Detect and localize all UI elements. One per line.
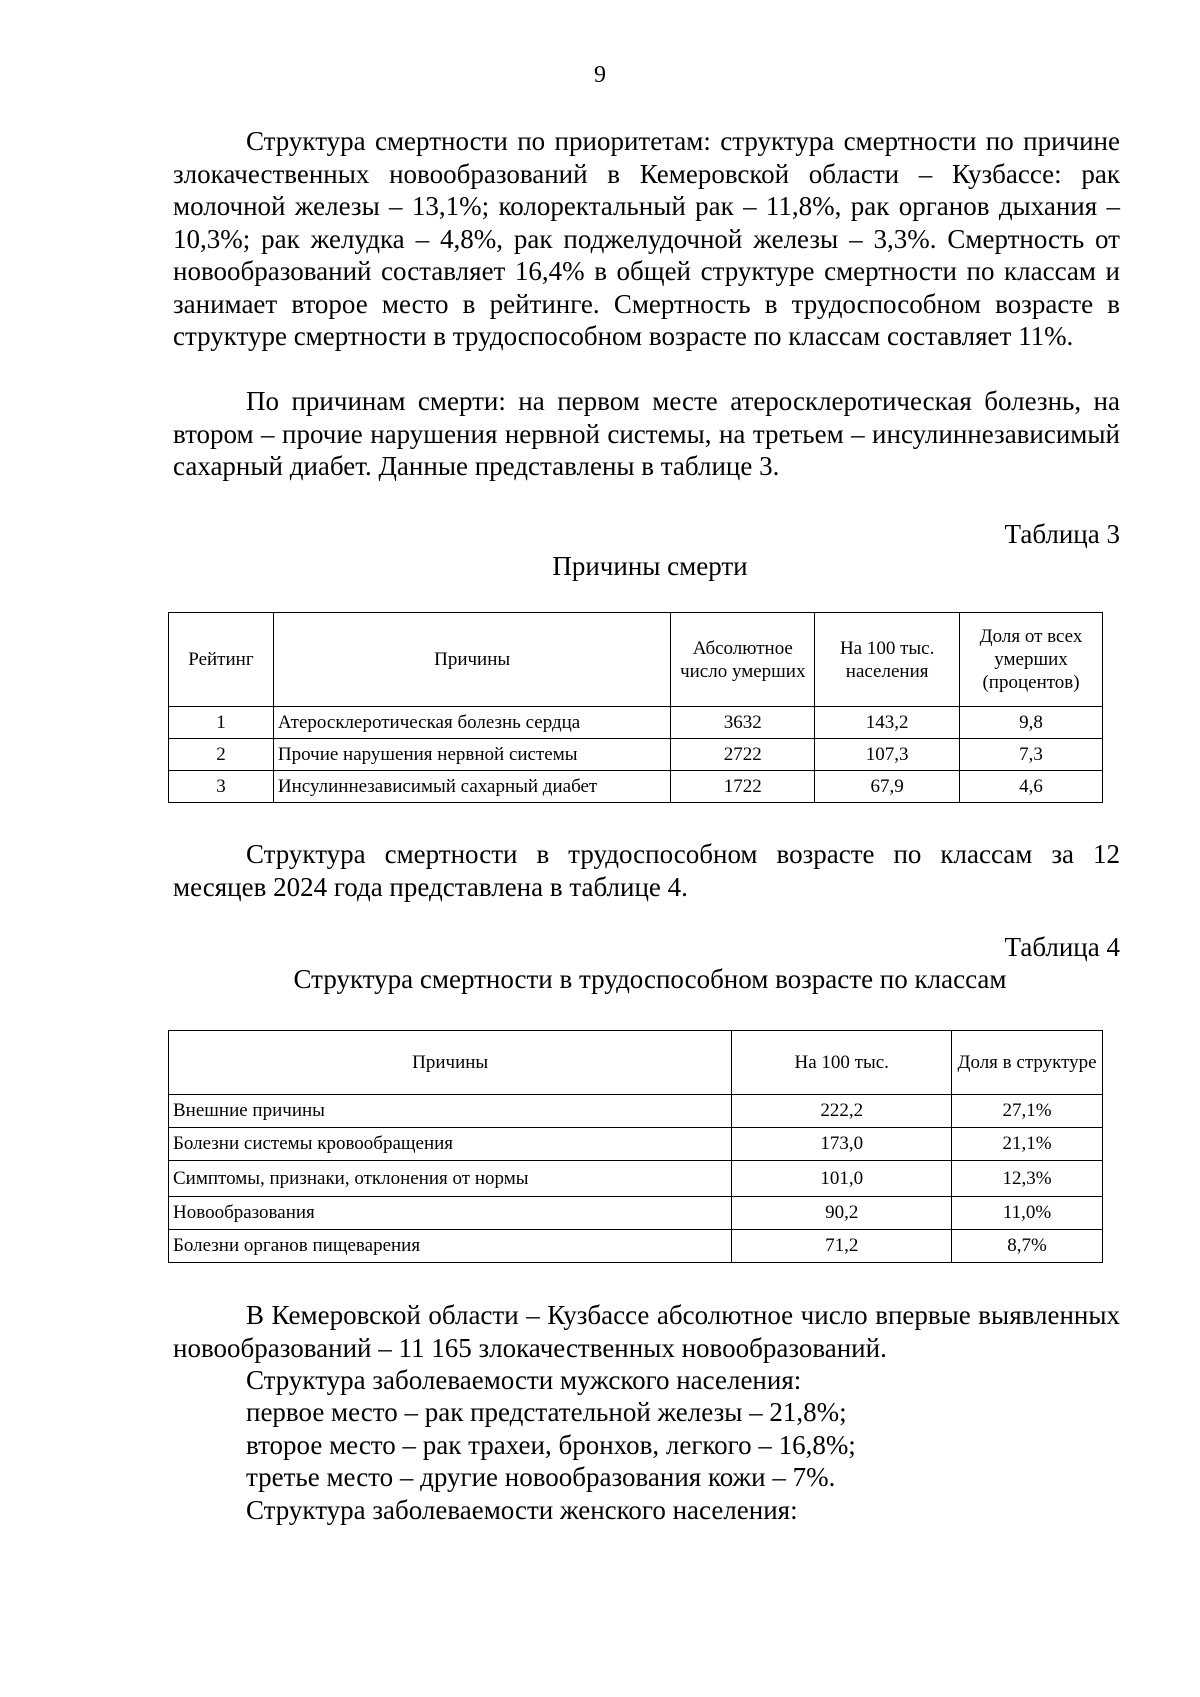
cell-cause: Симптомы, признаки, отклонения от нормы xyxy=(169,1161,732,1197)
male-rank-1: первое место – рак предстательной железы – 21,8%; xyxy=(246,1397,847,1427)
column-header: Причины xyxy=(273,613,670,707)
cell-share: 4,6 xyxy=(960,771,1103,803)
table-row xyxy=(169,739,1103,771)
cell-absolute: 2722 xyxy=(671,739,815,771)
table-row xyxy=(169,1128,1103,1161)
table3-label: Таблица 3 xyxy=(1004,519,1120,549)
column-header: Рейтинг xyxy=(169,613,274,707)
column-header: Абсолютное число умерших xyxy=(671,613,815,707)
cell-cause: Атеросклеротическая болезнь сердца xyxy=(273,707,670,739)
cell-rank: 2 xyxy=(169,739,274,771)
cell-share: 12,3% xyxy=(952,1161,1103,1197)
cell-per-100k: 101,0 xyxy=(732,1161,952,1197)
cell-share: 27,1% xyxy=(952,1095,1103,1128)
female-structure-heading: Структура заболеваемости женского населения: xyxy=(246,1495,798,1525)
paragraph-mortality-priorities: Структура смертности по приоритетам: структура смертности по причине злокачественных новообразований в Кемеровской области – Кузбассе: рак молочной железы – 13,1%; колоректальный рак – 11,8%, рак органов дыхания – 10,3%; рак желудка – 4,8%, рак поджелудочной железы – 3,3%. Смертность от новообразований составляет 16,4% в общей структуре смертности по классам и занимает второе место в рейтинге. Смертность в трудоспособном возрасте в структуре смертности в трудоспособном возрасте по классам составляет 11%. xyxy=(173,126,1120,351)
table3-causes-of-death xyxy=(168,612,1103,803)
cell-per-100k: 107,3 xyxy=(815,739,960,771)
table-header-row xyxy=(169,613,1103,707)
cell-share: 9,8 xyxy=(960,707,1103,739)
male-rank-3: третье место – другие новообразования кожи – 7%. xyxy=(246,1462,836,1492)
cell-cause: Внешние причины xyxy=(169,1095,732,1128)
table-row xyxy=(169,1230,1103,1263)
table4-working-age-mortality xyxy=(168,1030,1103,1263)
cell-per-100k: 67,9 xyxy=(815,771,960,803)
table3-title: Причины смерти xyxy=(552,551,748,581)
cell-per-100k: 143,2 xyxy=(815,707,960,739)
cell-share: 8,7% xyxy=(952,1230,1103,1263)
cell-cause: Новообразования xyxy=(169,1197,732,1230)
cell-rank: 1 xyxy=(169,707,274,739)
cell-per-100k: 222,2 xyxy=(732,1095,952,1128)
cell-per-100k: 71,2 xyxy=(732,1230,952,1263)
cell-cause: Прочие нарушения нервной системы xyxy=(273,739,670,771)
table-row xyxy=(169,1095,1103,1128)
column-header: Причины xyxy=(169,1031,732,1095)
cell-share: 7,3 xyxy=(960,739,1103,771)
page-number: 9 xyxy=(594,62,606,88)
column-header: Доля в структуре xyxy=(952,1031,1103,1095)
cell-cause: Болезни системы кровообращения xyxy=(169,1128,732,1161)
table-row xyxy=(169,707,1103,739)
column-header: На 100 тыс. населения xyxy=(815,613,960,707)
table-row xyxy=(169,1197,1103,1230)
cell-rank: 3 xyxy=(169,771,274,803)
cell-cause: Болезни органов пищеварения xyxy=(169,1230,732,1263)
cell-per-100k: 90,2 xyxy=(732,1197,952,1230)
table-header-row xyxy=(169,1031,1103,1095)
paragraph-causes-of-death: По причинам смерти: на первом месте атеросклеротическая болезнь, на втором – прочие нарушения нервной системы, на третьем – инсулиннезависимый сахарный диабет. Данные представлены в таблице 3. xyxy=(173,386,1120,481)
table4-label: Таблица 4 xyxy=(1004,932,1120,962)
male-structure-heading: Структура заболеваемости мужского населения: xyxy=(246,1365,802,1395)
cell-absolute: 1722 xyxy=(671,771,815,803)
cell-cause: Инсулиннезависимый сахарный диабет xyxy=(273,771,670,803)
column-header: Доля от всех умерших (процентов) xyxy=(960,613,1103,707)
male-rank-2: второе место – рак трахеи, бронхов, легкого – 16,8%; xyxy=(246,1430,856,1460)
cell-per-100k: 173,0 xyxy=(732,1128,952,1161)
cell-absolute: 3632 xyxy=(671,707,815,739)
column-header: На 100 тыс. xyxy=(732,1031,952,1095)
paragraph-new-neoplasms: В Кемеровской области – Кузбассе абсолютное число впервые выявленных новообразований – 11 165 злокачественных новообразований. xyxy=(173,1300,1120,1363)
table-row xyxy=(169,1161,1103,1197)
cell-share: 21,1% xyxy=(952,1128,1103,1161)
table4-title: Структура смертности в трудоспособном возрасте по классам xyxy=(293,964,1007,994)
table-row xyxy=(169,771,1103,803)
paragraph-working-age-intro: Структура смертности в трудоспособном возрасте по классам за 12 месяцев 2024 года представлена в таблице 4. xyxy=(173,839,1120,902)
cell-share: 11,0% xyxy=(952,1197,1103,1230)
